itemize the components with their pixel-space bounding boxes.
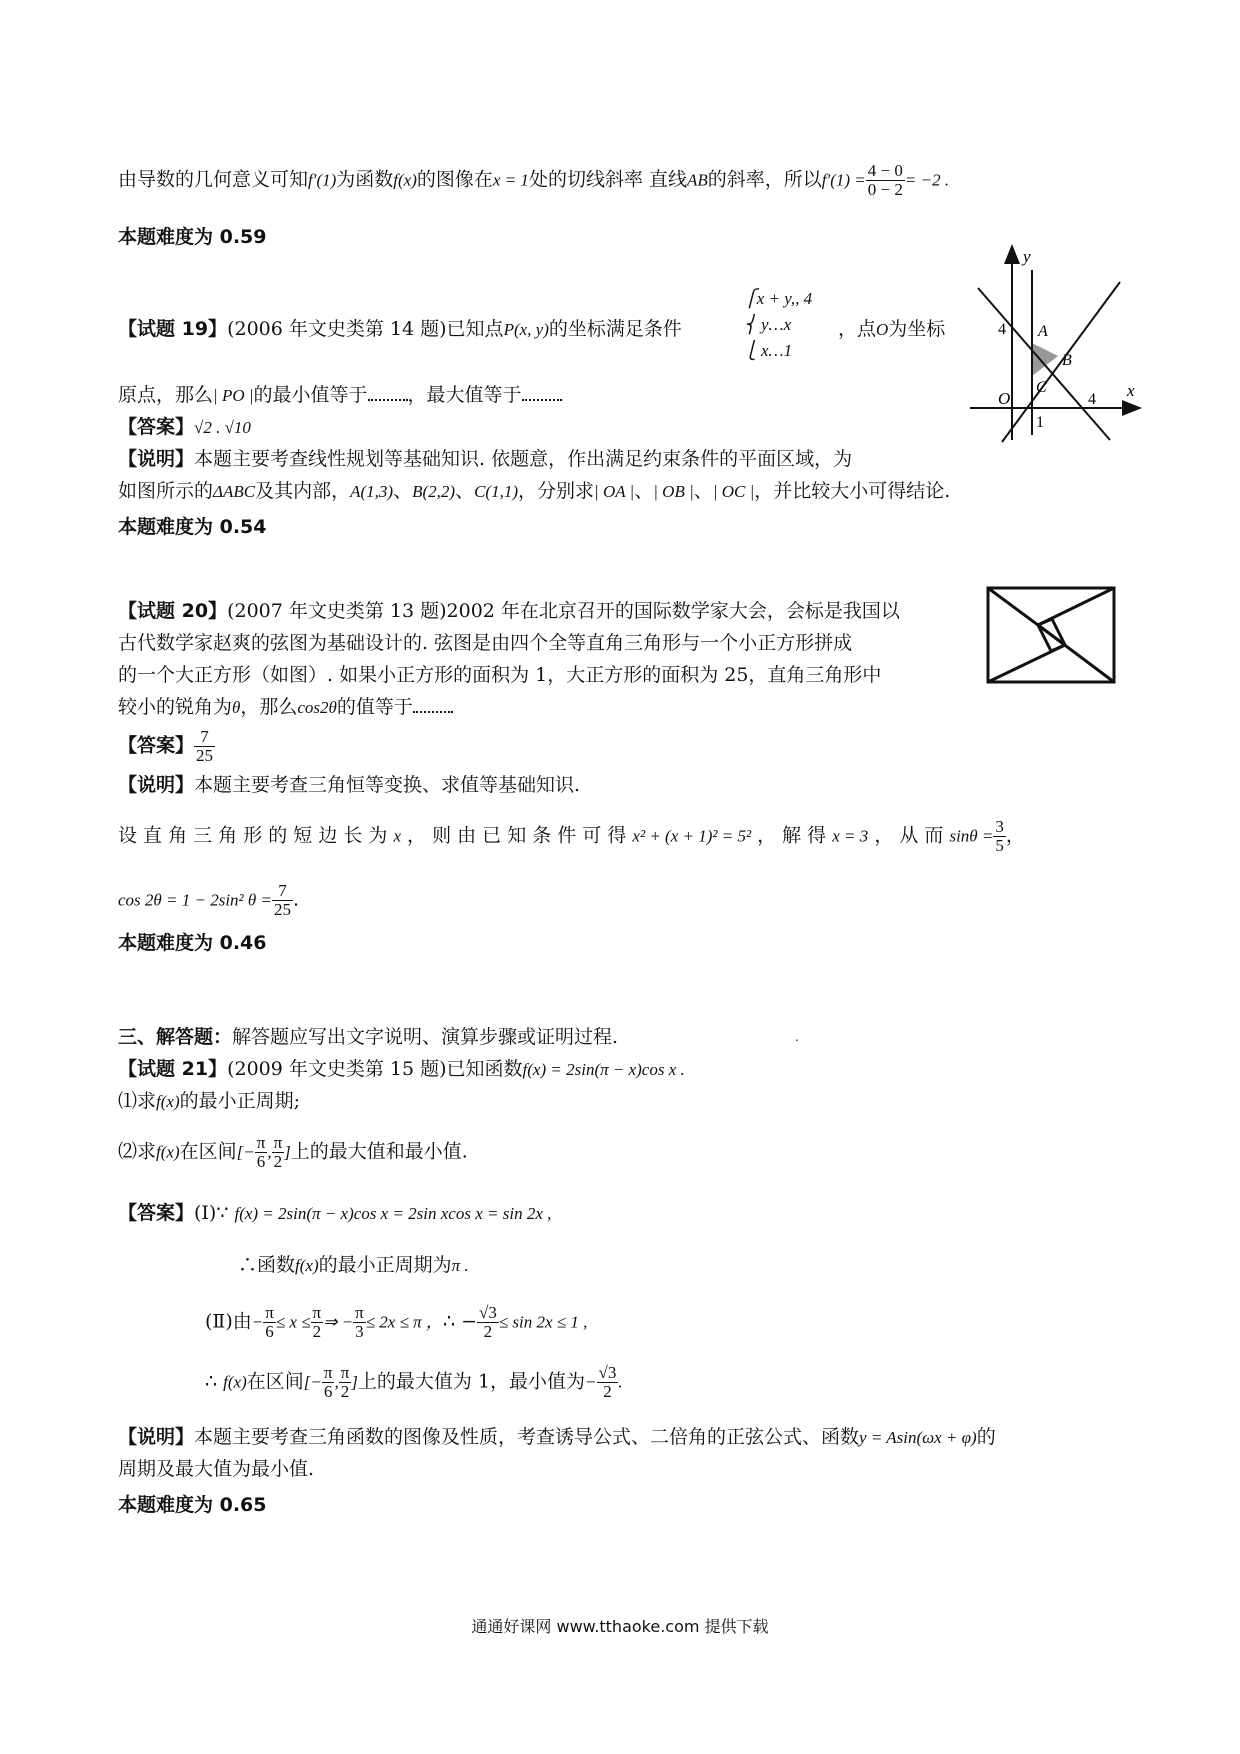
q20-answer: 【答案】 $\frac{7}{25}$ bbox=[118, 727, 214, 765]
q20-line-2: 古代数学家赵爽的弦图为基础设计的. 弦图是由四个全等直角三角形与一个小正方形拼成 bbox=[118, 632, 853, 654]
x-tick-1: 1 bbox=[1036, 414, 1044, 431]
q21-part-1: ⑴求f(x)的最小正周期; bbox=[118, 1090, 301, 1112]
q19-region-graph bbox=[970, 240, 1150, 450]
q19-stem-line2: 原点，那么| PO |的最小值等于 ，最大值等于 bbox=[118, 382, 562, 409]
blank-cos2t bbox=[413, 697, 453, 713]
q21-note-1: 【说明】本题主要考查三角函数的图像及性质，考查诱导公式、二倍角的正弦公式、函数y = Asin(ωx + φ)的 bbox=[118, 1426, 996, 1448]
blank-min bbox=[368, 385, 408, 401]
page-footer: 通通好课网 www.tthaoke.com 提供下载 bbox=[471, 1617, 769, 1636]
label-a: A bbox=[1038, 323, 1048, 340]
q20-solution-1: 设 直 角 三 角 形 的 短 边 长 为 x ， 则 由 已 知 条 件 可 得 x² + (x + 1)² = 5² ， 解 得 x = 3 ， 从 而 sinθ = $\frac{3}{5}$ ， bbox=[118, 817, 1025, 855]
q20-difficulty: 本题难度为 0.46 bbox=[118, 932, 267, 954]
q19-condition-2: ⎨ y…x bbox=[744, 315, 792, 334]
stray-dot: . bbox=[795, 1030, 799, 1044]
q20-line-1: 【试题 20】(2007 年文史类第 13 题)2002 年在北京召开的国际数学家大会，会标是我国以 bbox=[118, 600, 900, 622]
q21-answer-2: ∴函数f(x)的最小正周期为π . bbox=[238, 1254, 469, 1276]
q21-stem: 【试题 21】(2009 年文史类第 15 题)已知函数f(x) = 2sin(π − x)cos x . bbox=[118, 1058, 685, 1080]
q20-string-figure bbox=[985, 585, 1117, 685]
q19-note-1: 【说明】本题主要考查线性规划等基础知识. 依题意，作出满足约束条件的平面区域，为 bbox=[118, 448, 853, 470]
q19-difficulty: 本题难度为 0.54 bbox=[118, 516, 267, 538]
label-b: B bbox=[1062, 352, 1072, 369]
q21-answer-4: ∴ f(x)在区间[− $\frac{\pi}{6}$ , $\frac{\pi}{2}$ ]上的最大值为 1，最小值为− $\frac{√3}{2}$ . bbox=[205, 1363, 623, 1401]
x-axis-label: x bbox=[1127, 381, 1135, 400]
q18-difficulty: 本题难度为 0.59 bbox=[118, 226, 267, 248]
label-o: O bbox=[998, 389, 1011, 408]
line-x-plus-y-eq-4 bbox=[978, 288, 1110, 440]
y-axis-label: y bbox=[1023, 247, 1031, 266]
q20-solution-2: cos 2θ = 1 − 2sin² θ = $\frac{7}{25}$ . bbox=[118, 881, 300, 919]
q21-note-2: 周期及最大值为最小值. bbox=[118, 1458, 315, 1480]
y-tick-4: 4 bbox=[998, 321, 1006, 338]
q18-explanation: 由导数的几何意义可知f′(1)为函数f(x)的图像在x = 1处的切线斜率 直线AB的斜率，所以f′(1) = $\frac{4 - 0}{0 - 2}$ = −2 . bbox=[118, 161, 950, 199]
q19-stem-tail: ，点O为坐标 bbox=[838, 318, 946, 340]
blank-max bbox=[522, 385, 562, 401]
q21-answer-1: 【答案】(Ⅰ)∵ f(x) = 2sin(π − x)cos x = 2sin xcos x = sin 2x , bbox=[118, 1202, 552, 1224]
label-c: C bbox=[1036, 379, 1047, 396]
q21-answer-3: (Ⅱ)由− $\frac{\pi}{6}$ ≤ x ≤ $\frac{\pi}{2}$ ⇒ − $\frac{\pi}{3}$ ≤ 2x ≤ π ，∴ − $\frac{√3}{2}$ ≤ sin 2x ≤ 1 , bbox=[205, 1303, 588, 1341]
slope-fraction: $\frac{4 - 0}{0 - 2}$ bbox=[867, 161, 903, 199]
section-3-heading: 三、解答题：解答题应写出文字说明、演算步骤或证明过程. bbox=[118, 1026, 619, 1048]
q19-answer: 【答案】√2 . √10 bbox=[118, 416, 251, 438]
q19-condition-1: ⎧x + y,, 4 bbox=[744, 289, 813, 308]
q20-line-3: 的一个大正方形（如图）. 如果小正方形的面积为 1，大正方形的面积为 25，直角三角形中 bbox=[118, 664, 882, 686]
q19-stem: 【试题 19】(2006 年文史类第 14 题)已知点P(x, y)的坐标满足条件 bbox=[118, 318, 682, 340]
q19-note-2: 如图所示的ΔABC及其内部，A(1,3)、B(2,2)、C(1,1)，分别求| OA |、| OB |、| OC |，并比较大小可得结论. bbox=[118, 480, 951, 502]
q19-condition-3: ⎩ x…1 bbox=[744, 341, 793, 360]
q21-difficulty: 本题难度为 0.65 bbox=[118, 1494, 267, 1516]
q20-note: 【说明】本题主要考查三角恒等变换、求值等基础知识. bbox=[118, 774, 581, 796]
q21-part-2: ⑵求f(x)在区间[− $\frac{\pi}{6}$ , $\frac{\pi}{2}$ ]上的最大值和最小值. bbox=[118, 1133, 468, 1171]
x-tick-4: 4 bbox=[1088, 391, 1096, 408]
line-y-eq-x bbox=[1002, 282, 1120, 442]
q20-line-4: 较小的锐角为θ，那么cos2θ的值等于 bbox=[118, 694, 453, 721]
